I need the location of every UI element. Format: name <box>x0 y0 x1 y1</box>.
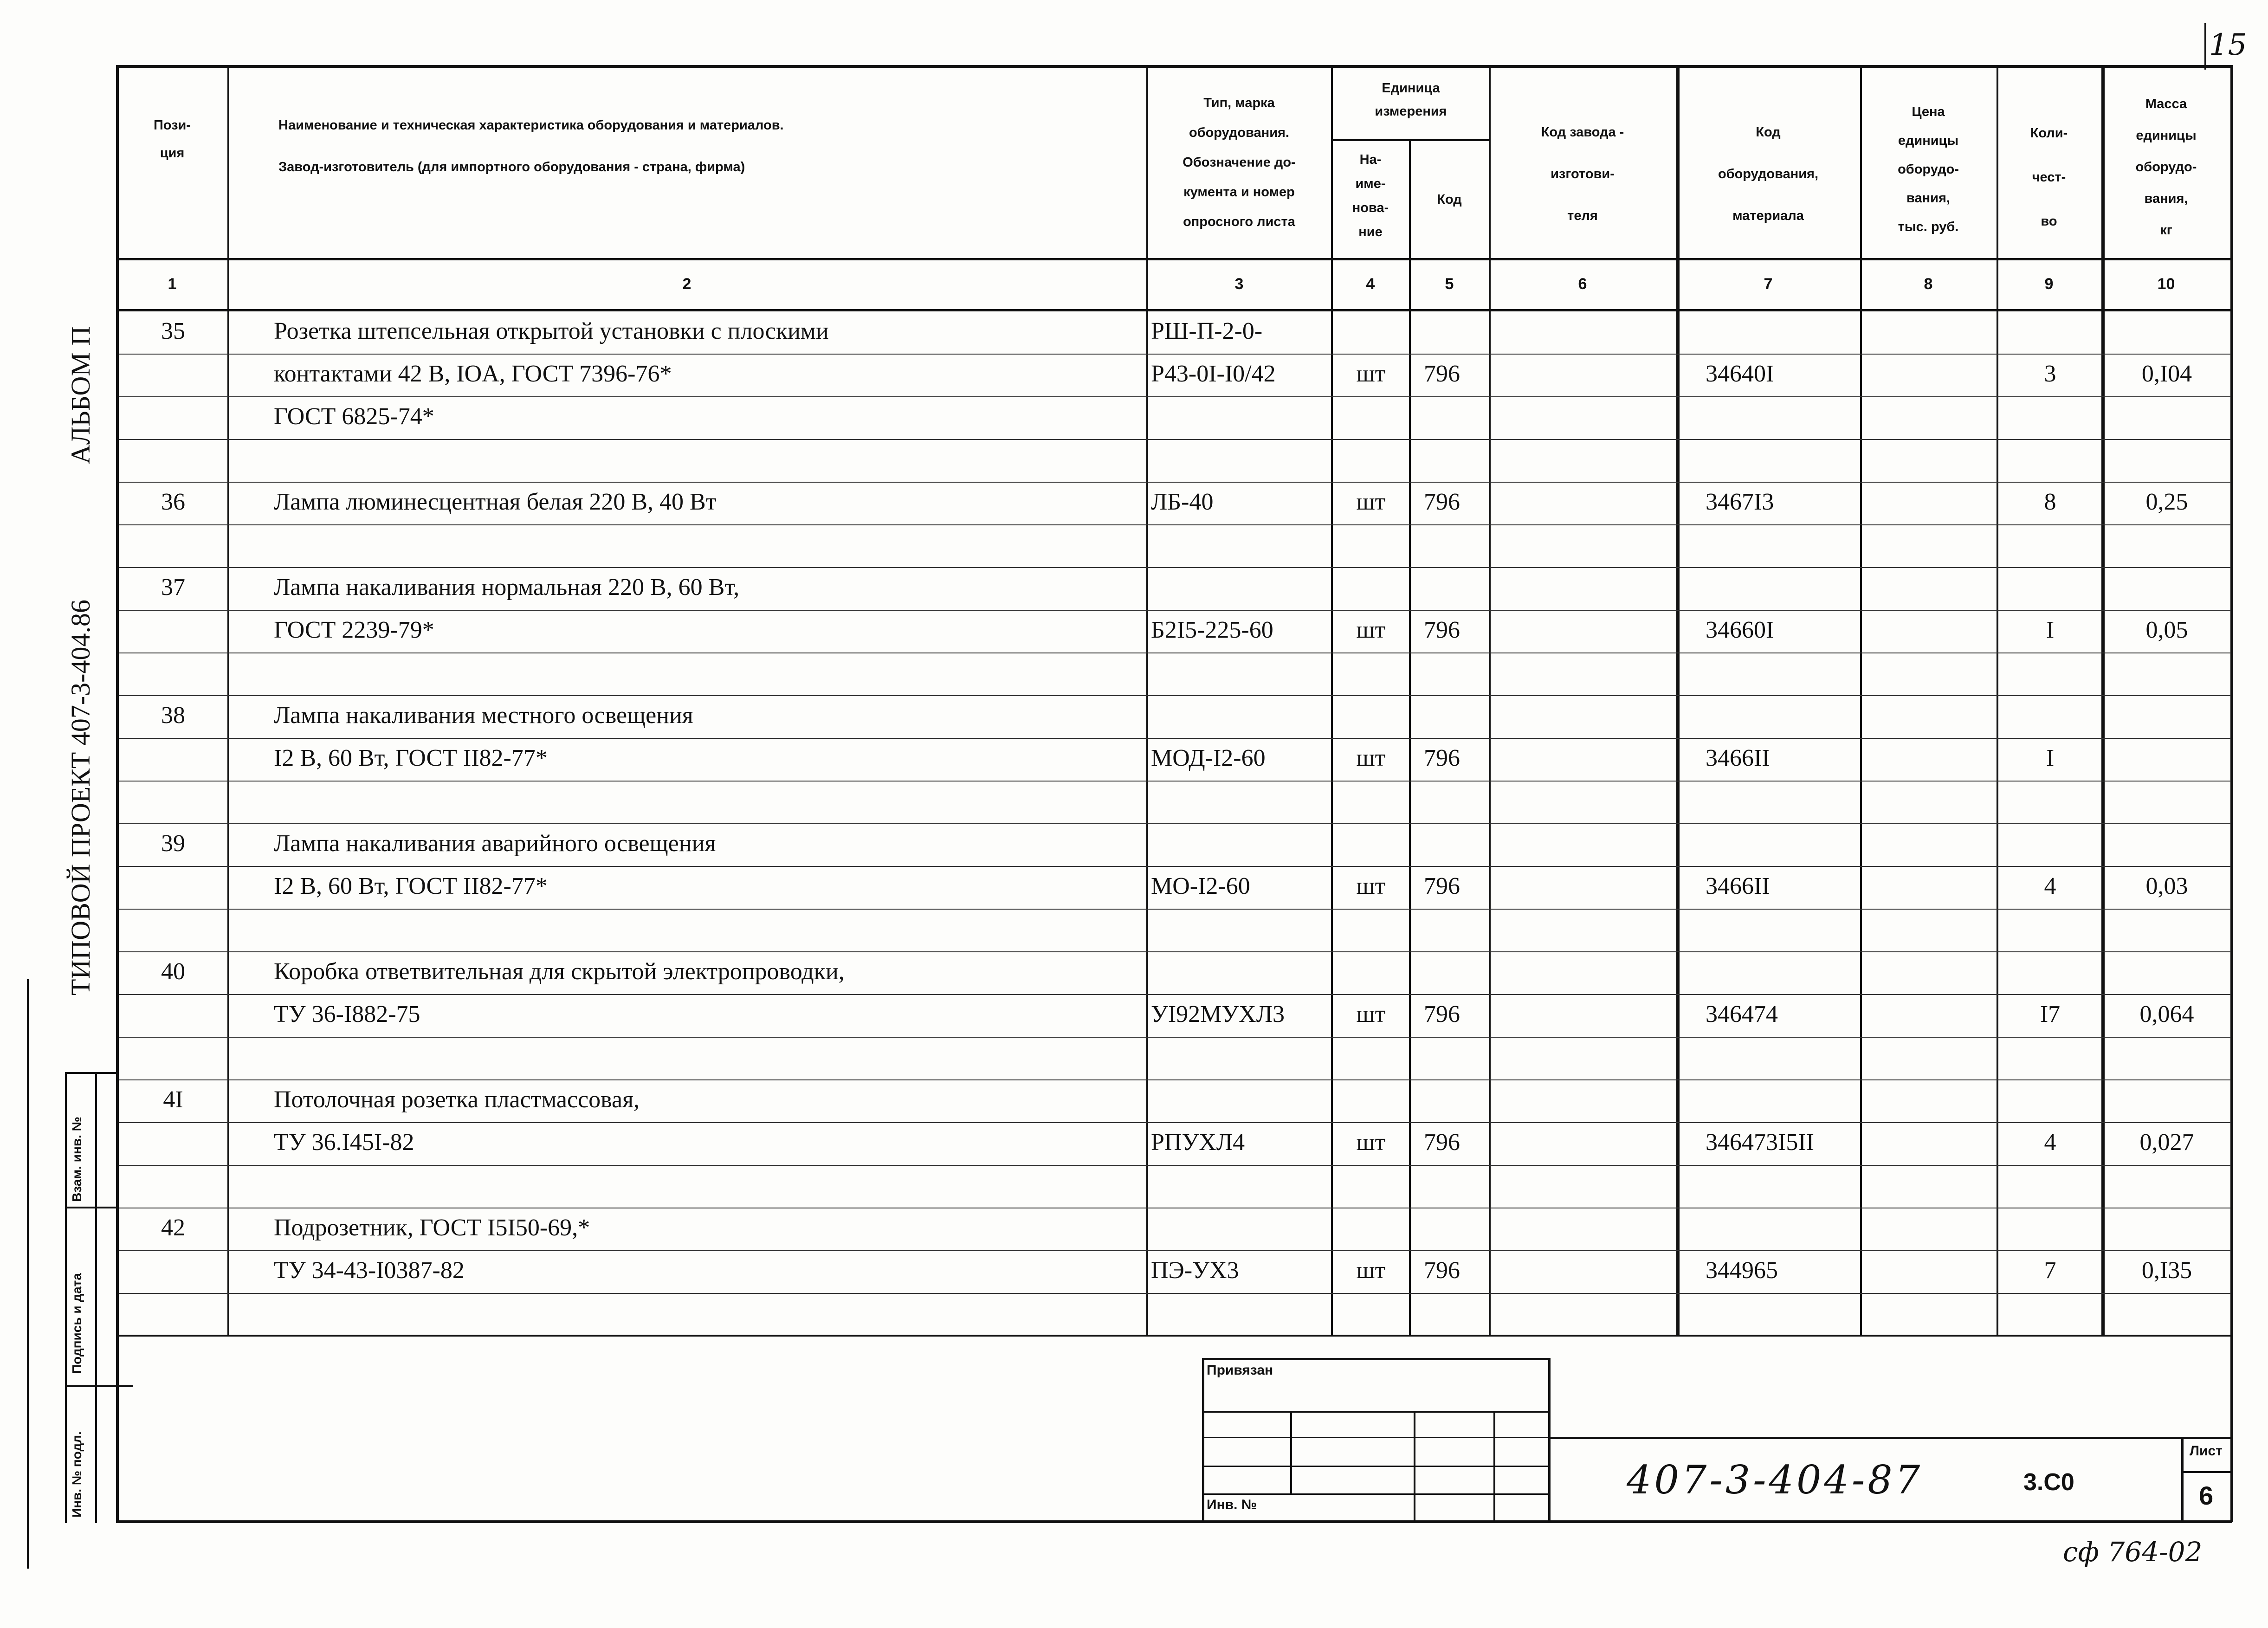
type-cell: РПУХЛ4 <box>1151 1129 1245 1156</box>
unit-code-cell: 796 <box>1424 617 1460 643</box>
unit-name-cell: шт <box>1356 1129 1386 1156</box>
colnum-bottom-line <box>116 309 2232 311</box>
mass-cell: 0,I35 <box>2141 1257 2192 1284</box>
colnum-10: 10 <box>2157 275 2175 293</box>
sheet-number: 6 <box>2199 1481 2214 1510</box>
row-divider <box>119 482 2231 483</box>
position-cell: 35 <box>161 318 185 344</box>
unit-name-cell: шт <box>1356 617 1386 643</box>
row-divider <box>119 610 2231 611</box>
column-divider <box>227 65 229 1337</box>
unit-name-cell: шт <box>1356 1257 1386 1284</box>
header-unit-code: Код <box>1437 192 1462 207</box>
row-divider <box>119 738 2231 739</box>
quantity-cell: I <box>2046 745 2055 771</box>
mass-cell: 0,027 <box>2139 1129 2194 1156</box>
name-cell: Лампа люминесцентная белая 220 В, 40 Вт <box>274 489 717 515</box>
name-cell: Розетка штепсельная открытой установки с плоскими <box>274 318 829 344</box>
quantity-cell: 8 <box>2044 489 2056 515</box>
equipment-code-cell: 346474 <box>1706 1001 1778 1027</box>
row-divider <box>119 652 2231 653</box>
row-divider <box>119 396 2231 397</box>
equipment-code-cell: 34640I <box>1706 361 1774 387</box>
unit-code-cell: 796 <box>1424 1129 1460 1156</box>
name-cell: I2 В, 60 Вт, ГОСТ II82-77* <box>274 873 548 899</box>
header-unit: Единица измерения <box>1375 81 1447 119</box>
header-price: Цена единицы оборудо- вания, тыс. руб. <box>1898 104 1959 234</box>
name-cell: Лампа накаливания местного освещения <box>274 702 693 729</box>
type-cell: Р43-0I-I0/42 <box>1151 361 1276 387</box>
quantity-cell: 4 <box>2044 873 2056 899</box>
header-unit-name: На- имe- нова- ние <box>1352 152 1389 239</box>
row-divider <box>119 866 2231 867</box>
name-cell: контактами 42 В, IOA, ГОСТ 7396-76* <box>274 361 672 387</box>
equipment-code-cell: 3467I3 <box>1706 489 1774 515</box>
row-divider <box>119 1037 2231 1038</box>
header-maker-code: Код завода - изготови- теля <box>1541 125 1624 223</box>
unit-code-cell: 796 <box>1424 361 1460 387</box>
unit-code-cell: 796 <box>1424 489 1460 515</box>
equipment-code-cell: 344965 <box>1706 1257 1778 1284</box>
header-quantity: Коли- чест- во <box>2030 126 2068 229</box>
mass-cell: 0,05 <box>2145 617 2188 643</box>
row-divider <box>119 524 2231 525</box>
body-bottom-line <box>116 1335 2232 1337</box>
name-cell: Потолочная розетка пластмассовая, <box>274 1086 640 1113</box>
unit-name-cell: шт <box>1356 745 1386 771</box>
page-number: 15 <box>2209 28 2247 62</box>
type-cell: МО-I2-60 <box>1151 873 1250 899</box>
type-cell: РШ-П-2-0- <box>1151 318 1263 344</box>
row-divider <box>119 951 2231 952</box>
row-divider <box>119 1293 2231 1294</box>
colnum-9: 9 <box>2044 275 2054 293</box>
row-divider <box>119 567 2231 568</box>
document-number: 407-3-404-87 <box>1627 1457 1923 1503</box>
position-cell: 4I <box>163 1086 183 1113</box>
name-cell: Коробка ответвительная для скрытой электропроводки, <box>274 958 845 985</box>
colnum-2: 2 <box>682 275 691 293</box>
row-divider <box>119 695 2231 696</box>
name-cell: Лампа накаливания нормальная 220 В, 60 Вт, <box>274 574 740 601</box>
position-cell: 36 <box>161 489 185 515</box>
inv-podl-label: Инв. № подл. <box>70 1431 84 1518</box>
position-cell: 40 <box>161 958 185 985</box>
colnum-4: 4 <box>1366 275 1375 293</box>
name-cell: I2 В, 60 Вт, ГОСТ II82-77* <box>274 745 548 771</box>
unit-name-cell: шт <box>1356 361 1386 387</box>
unit-name-cell: шт <box>1356 489 1386 515</box>
unit-code-cell: 796 <box>1424 745 1460 771</box>
header-equip-code: Код оборудования, материала <box>1718 125 1819 223</box>
row-divider <box>119 781 2231 782</box>
row-divider <box>119 994 2231 995</box>
name-cell: Лампа накаливания аварийного освещения <box>274 830 716 857</box>
vzam-inv-label: Взам. инв. № <box>70 1117 84 1202</box>
colnum-1: 1 <box>168 275 177 293</box>
header-mass: Масса единицы оборудо- вания, кг <box>2135 97 2197 238</box>
left-margin-rule <box>27 979 29 1569</box>
table-right-border <box>2230 65 2233 1522</box>
footer-code: сф 764-02 <box>2063 1536 2203 1568</box>
name-cell: ТУ 34-43-I0387-82 <box>274 1257 465 1284</box>
column-divider <box>1676 65 1680 1337</box>
quantity-cell: I <box>2046 617 2055 643</box>
equipment-code-cell: 3466II <box>1706 745 1770 771</box>
mass-cell: 0,25 <box>2145 489 2188 515</box>
header-name: Наименование и техническая характеристика оборудования и материалов. Завод-изготовитель (для импортного оборудования - страна, фирма) <box>278 118 784 174</box>
album-label: АЛЬБОМ П <box>65 326 96 464</box>
type-cell: МОД-I2-60 <box>1151 745 1266 771</box>
row-divider <box>119 909 2231 910</box>
type-cell: ЛБ-40 <box>1151 489 1214 515</box>
table-top-border <box>116 65 2232 68</box>
header-position: Пози- ция <box>153 118 191 161</box>
signature-date-label: Подпись и дата <box>70 1273 84 1374</box>
equipment-code-cell: 3466II <box>1706 873 1770 899</box>
mass-cell: 0,064 <box>2139 1001 2194 1027</box>
project-label: ТИПОВОЙ ПРОЕКТ 407-3-404.86 <box>65 600 96 995</box>
type-cell: Б2I5-225-60 <box>1151 617 1273 643</box>
unit-code-cell: 796 <box>1424 873 1460 899</box>
sheet-label: Лист <box>2190 1443 2223 1459</box>
unit-name-cell: шт <box>1356 1001 1386 1027</box>
name-cell: ТУ 36-I882-75 <box>274 1001 420 1027</box>
quantity-cell: 3 <box>2044 361 2056 387</box>
row-divider <box>119 1079 2231 1080</box>
quantity-cell: I7 <box>2040 1001 2061 1027</box>
name-cell: ГОСТ 6825-74* <box>274 403 434 430</box>
unit-code-cell: 796 <box>1424 1001 1460 1027</box>
table-bottom-border <box>116 1520 2232 1523</box>
position-cell: 38 <box>161 702 185 729</box>
name-cell: Подрозетник, ГОСТ I5I50-69,* <box>274 1215 590 1241</box>
type-cell: ПЭ-УХ3 <box>1151 1257 1239 1284</box>
column-divider <box>1146 65 1148 1337</box>
row-divider <box>119 354 2231 355</box>
colnum-7: 7 <box>1764 275 1773 293</box>
position-cell: 42 <box>161 1215 185 1241</box>
quantity-cell: 7 <box>2044 1257 2056 1284</box>
equipment-code-cell: 346473I5II <box>1706 1129 1814 1156</box>
position-cell: 39 <box>161 830 185 857</box>
row-divider <box>119 1250 2231 1251</box>
row-divider <box>119 1165 2231 1166</box>
privyazan-label: Привязан <box>1207 1363 1273 1378</box>
row-divider <box>119 823 2231 824</box>
type-cell: УI92МУХЛ3 <box>1151 1001 1285 1027</box>
row-divider <box>119 1122 2231 1123</box>
header-type: Тип, марка оборудования. Обозначение до- кумента и номер опросного листа <box>1182 96 1296 229</box>
equipment-code-cell: 34660I <box>1706 617 1774 643</box>
name-cell: ТУ 36.I45I-82 <box>274 1129 414 1156</box>
colnum-8: 8 <box>1924 275 1933 293</box>
mass-cell: 0,03 <box>2145 873 2188 899</box>
name-cell: ГОСТ 2239-79* <box>274 617 434 643</box>
header-bottom-line <box>116 258 2232 260</box>
page-number-tick <box>2204 23 2206 70</box>
sheet-code: 3.С0 <box>2023 1469 2074 1496</box>
colnum-5: 5 <box>1445 275 1454 293</box>
unit-code-cell: 796 <box>1424 1257 1460 1284</box>
position-cell: 37 <box>161 574 185 601</box>
mass-cell: 0,I04 <box>2141 361 2192 387</box>
row-divider <box>119 439 2231 440</box>
colnum-6: 6 <box>1578 275 1587 293</box>
colnum-3: 3 <box>1234 275 1244 293</box>
quantity-cell: 4 <box>2044 1129 2056 1156</box>
inv-no-label: Инв. № <box>1207 1497 1257 1512</box>
unit-name-cell: шт <box>1356 873 1386 899</box>
